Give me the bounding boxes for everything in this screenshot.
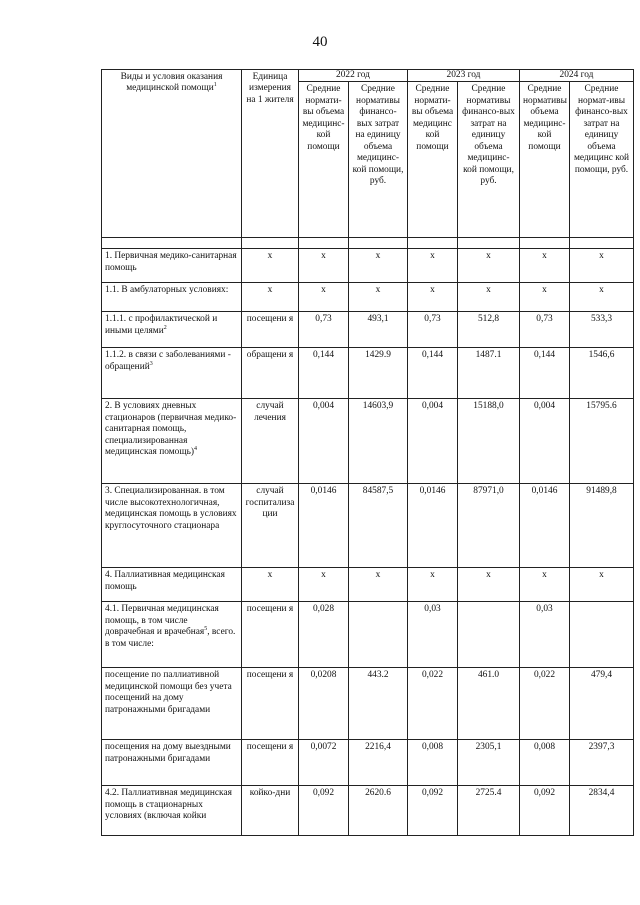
header-2023-cost: Средние нормативы финансо-вых затрат на единицу объема медицинс-кой помощи, руб. [458,82,520,238]
cell-2024-cost: 2834,4 [570,786,634,836]
cell-2022-cost: х [349,568,408,602]
row-unit: х [242,283,299,312]
header-year-2022: 2022 год [299,70,408,82]
row-label: 4.1. Первичная медицинская помощь, в том числе доврачебная и врачебная$^5$, всего. в том числе: [102,602,242,668]
cell-2022-volume: х [299,283,349,312]
row-unit: обращени я [242,348,299,399]
cell-2022-volume: 0,092 [299,786,349,836]
cell-2024-cost: х [570,283,634,312]
table-row [102,740,634,786]
header-2024-volume: Средние нормативы объема медицинс-кой помощи [520,82,570,238]
row-label: 1.1.2. в связи с заболеваниями - обращений$^3$ [102,348,242,399]
cell-2022-cost: 443.2 [349,668,408,740]
cell-2022-cost: 84587,5 [349,484,408,568]
cell-2024-volume: 0,092 [520,786,570,836]
row-unit: посещени я [242,668,299,740]
header-2022-volume: Средние нормати-вы объема медицинс-кой помощи [299,82,349,238]
row-unit: посещени я [242,312,299,348]
row-unit: койко-дни [242,786,299,836]
row-label: 2. В условиях дневных стационаров (первичная медико-санитарная помощь, специализированная медицинская помощь)$^4$ [102,399,242,484]
row-unit: х [242,249,299,283]
cell-2023-volume: 0,03 [408,602,458,668]
header-2023-volume: Средние нормати-вы объема медицинс кой помощи [408,82,458,238]
row-unit: случай госпитализа ции [242,484,299,568]
row-unit: х [242,568,299,602]
cell-2023-cost: 512,8 [458,312,520,348]
cell-2024-cost: 1546,6 [570,348,634,399]
cell-2022-volume: 0,0072 [299,740,349,786]
header-row-years [102,70,634,82]
cell-2022-cost: 493,1 [349,312,408,348]
cell-2022-volume: 0,028 [299,602,349,668]
header-year-2024: 2024 год [520,70,634,82]
cell-2024-cost: 533,3 [570,312,634,348]
cell-2022-cost: 2216,4 [349,740,408,786]
cell-2023-cost: 2725.4 [458,786,520,836]
table-row [102,602,634,668]
cell-2024-volume: 0,008 [520,740,570,786]
cell-2023-volume: х [408,283,458,312]
header-year-2023: 2023 год [408,70,520,82]
cell-2024-volume: 0,004 [520,399,570,484]
cell-2022-cost: х [349,283,408,312]
cell-2024-cost: 2397,3 [570,740,634,786]
cell-2023-volume: х [408,249,458,283]
cell-2023-cost: 2305,1 [458,740,520,786]
cell-2022-volume: 0,73 [299,312,349,348]
cell-2023-cost: х [458,568,520,602]
cell-2022-volume: 0,004 [299,399,349,484]
page-number: 40 [312,34,328,50]
cell-2024-volume: 0,0146 [520,484,570,568]
row-label: 1. Первичная медико-санитарная помощь [102,249,242,283]
cell-2024-volume: х [520,568,570,602]
row-unit: посещени я [242,602,299,668]
cell-2023-volume: 0,0146 [408,484,458,568]
cell-2024-volume: х [520,249,570,283]
cell-2023-cost: 15188,0 [458,399,520,484]
row-label: 1.1. В амбулаторных условиях: [102,283,242,312]
cell-2022-volume: х [299,568,349,602]
cell-2022-volume: 0,144 [299,348,349,399]
row-label: посещение по паллиативной медицинской помощи без учета посещений на дому патронажными бригадами [102,668,242,740]
table-row [102,399,634,484]
cell-2023-volume: х [408,568,458,602]
cell-2022-volume: х [299,249,349,283]
header-unit: Единица измерения на 1 жителя [242,70,299,238]
cell-2024-volume: 0,144 [520,348,570,399]
cell-2023-volume: 0,004 [408,399,458,484]
cell-2022-volume: 0,0146 [299,484,349,568]
cell-2023-volume: 0,022 [408,668,458,740]
row-unit: случай лечения [242,399,299,484]
cell-2024-cost: х [570,568,634,602]
cell-2023-cost: 461.0 [458,668,520,740]
header-spacer-row [102,238,634,249]
cell-2022-cost: х [349,249,408,283]
cell-2023-cost: х [458,249,520,283]
cell-2024-volume: 0,03 [520,602,570,668]
norms-table [101,69,634,836]
header-2022-cost: Средние нормативы финансо-вых затрат на единицу объема медицинс-кой помощи, руб. [349,82,408,238]
cell-2023-volume: 0,73 [408,312,458,348]
cell-2022-volume: 0,0208 [299,668,349,740]
row-label: 4.2. Паллиативная медицинская помощь в стационарных условиях (включая койки [102,786,242,836]
cell-2024-cost: 91489,8 [570,484,634,568]
cell-2024-cost: 15795.6 [570,399,634,484]
cell-2023-cost: 1487.1 [458,348,520,399]
table-row [102,568,634,602]
cell-2024-cost [570,602,634,668]
table-row [102,283,634,312]
row-label: 4. Паллиативная медицинская помощь [102,568,242,602]
cell-2023-volume: 0,008 [408,740,458,786]
cell-2022-cost: 1429.9 [349,348,408,399]
row-label: 1.1.1. с профилактической и иными целями$^2$ [102,312,242,348]
table-row [102,249,634,283]
cell-2023-volume: 0,144 [408,348,458,399]
header-types: Виды и условия оказания медицинской помощи$^1$ [102,70,242,238]
table-row [102,348,634,399]
table-row [102,786,634,836]
cell-2022-cost: 14603,9 [349,399,408,484]
row-label: посещения на дому выездными патронажными бригадами [102,740,242,786]
cell-2023-cost: 87971,0 [458,484,520,568]
cell-2024-volume: 0,022 [520,668,570,740]
cell-2023-volume: 0,092 [408,786,458,836]
row-unit: посещени я [242,740,299,786]
cell-2024-volume: х [520,283,570,312]
header-2024-cost: Средние нормат-ивы финансо-вых затрат на единицу объема медицинс кой помощи, руб. [570,82,634,238]
cell-2022-cost: 2620.6 [349,786,408,836]
cell-2022-cost [349,602,408,668]
table-row [102,668,634,740]
row-label: 3. Специализированная. в том числе высокотехнологичная, медицинская помощь в условиях круглосуточного стационара [102,484,242,568]
cell-2024-cost: х [570,249,634,283]
cell-2024-volume: 0,73 [520,312,570,348]
cell-2024-cost: 479,4 [570,668,634,740]
cell-2023-cost [458,602,520,668]
table-row [102,484,634,568]
cell-2023-cost: х [458,283,520,312]
table-row [102,312,634,348]
